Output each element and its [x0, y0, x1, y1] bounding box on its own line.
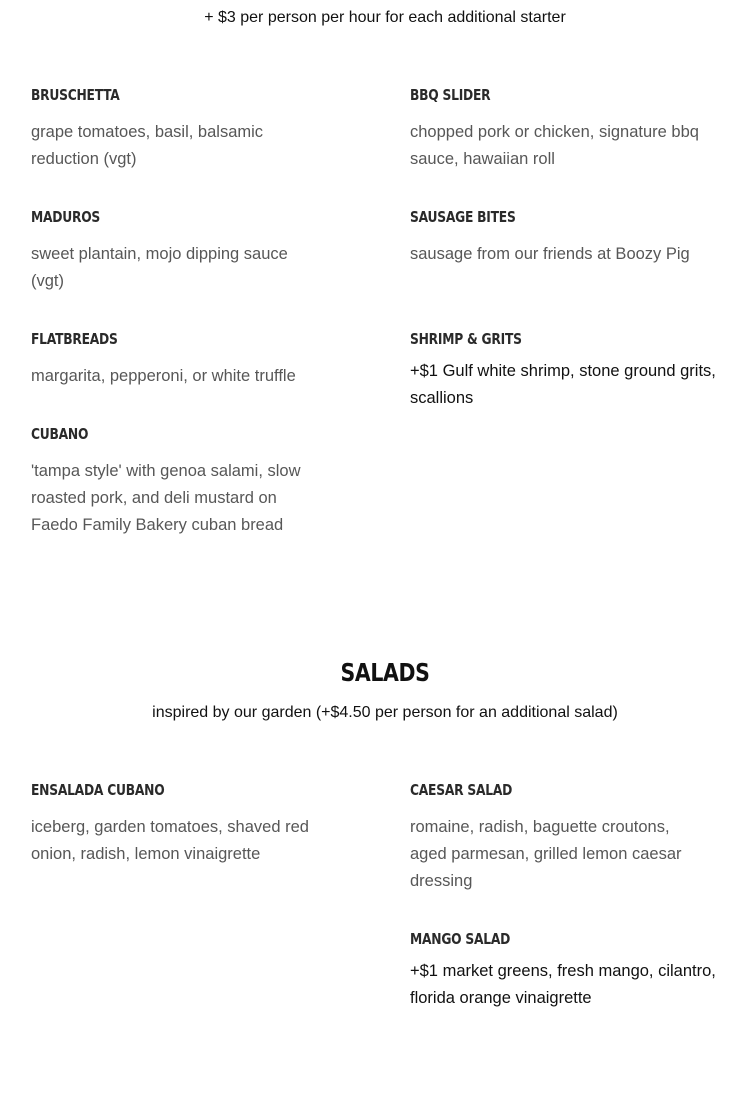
menu-item-description: +$1 market greens, fresh mango, cilantro, florida orange vinaigrette	[410, 962, 716, 1007]
menu-item-title: CAESAR SALAD	[410, 781, 513, 799]
menu-item-bbq-slider	[410, 86, 700, 173]
menu-item-title: ENSALADA CUBANO	[31, 781, 165, 799]
menu-item-title: FLATBREADS	[31, 330, 118, 348]
menu-item-description: 'tampa style' with genoa salami, slow roasted pork, and deli mustard on Faedo Family Bakery cuban bread	[31, 462, 301, 534]
menu-item-ensalada-cubano	[31, 781, 321, 868]
menu-item-description: sweet plantain, mojo dipping sauce (vgt)	[31, 245, 288, 290]
menu-item-title: SAUSAGE BITES	[410, 208, 516, 226]
menu-item-mango-salad	[410, 930, 740, 1012]
menu-item-cubano	[31, 425, 321, 539]
menu-item-caesar-salad	[410, 781, 700, 895]
starters-note: + $3 per person per hour for each additional starter	[204, 9, 566, 26]
menu-item-bruschetta	[31, 86, 321, 173]
menu-item-description: grape tomatoes, basil, balsamic reduction (vgt)	[31, 123, 264, 168]
salads-subtitle: inspired by our garden (+$4.50 per person for an additional salad)	[152, 704, 618, 721]
menu-item-title: CUBANO	[31, 425, 89, 443]
menu-item-description: sausage from our friends at Boozy Pig	[410, 245, 690, 263]
menu-item-description: +$1 Gulf white shrimp, stone ground grits, scallions	[410, 362, 716, 407]
menu-item-maduros	[31, 208, 321, 295]
menu-item-description: chopped pork or chicken, signature bbq sauce, hawaiian roll	[410, 123, 699, 168]
menu-item-sausage-bites	[410, 208, 700, 268]
salads-heading: SALADS	[340, 658, 430, 687]
menu-item-description: iceberg, garden tomatoes, shaved red onion, radish, lemon vinaigrette	[31, 818, 309, 863]
menu-item-flatbreads	[31, 330, 321, 390]
menu-item-title: BRUSCHETTA	[31, 86, 120, 104]
menu-item-title: MADUROS	[31, 208, 101, 226]
menu-item-title: BBQ SLIDER	[410, 86, 491, 104]
menu-item-description: margarita, pepperoni, or white truffle	[31, 367, 296, 385]
menu-item-title: SHRIMP & GRITS	[410, 330, 522, 348]
menu-item-description: romaine, radish, baguette croutons, aged parmesan, grilled lemon caesar dressing	[410, 818, 682, 890]
menu-item-shrimp-grits	[410, 330, 740, 412]
menu-item-title: MANGO SALAD	[410, 930, 511, 948]
